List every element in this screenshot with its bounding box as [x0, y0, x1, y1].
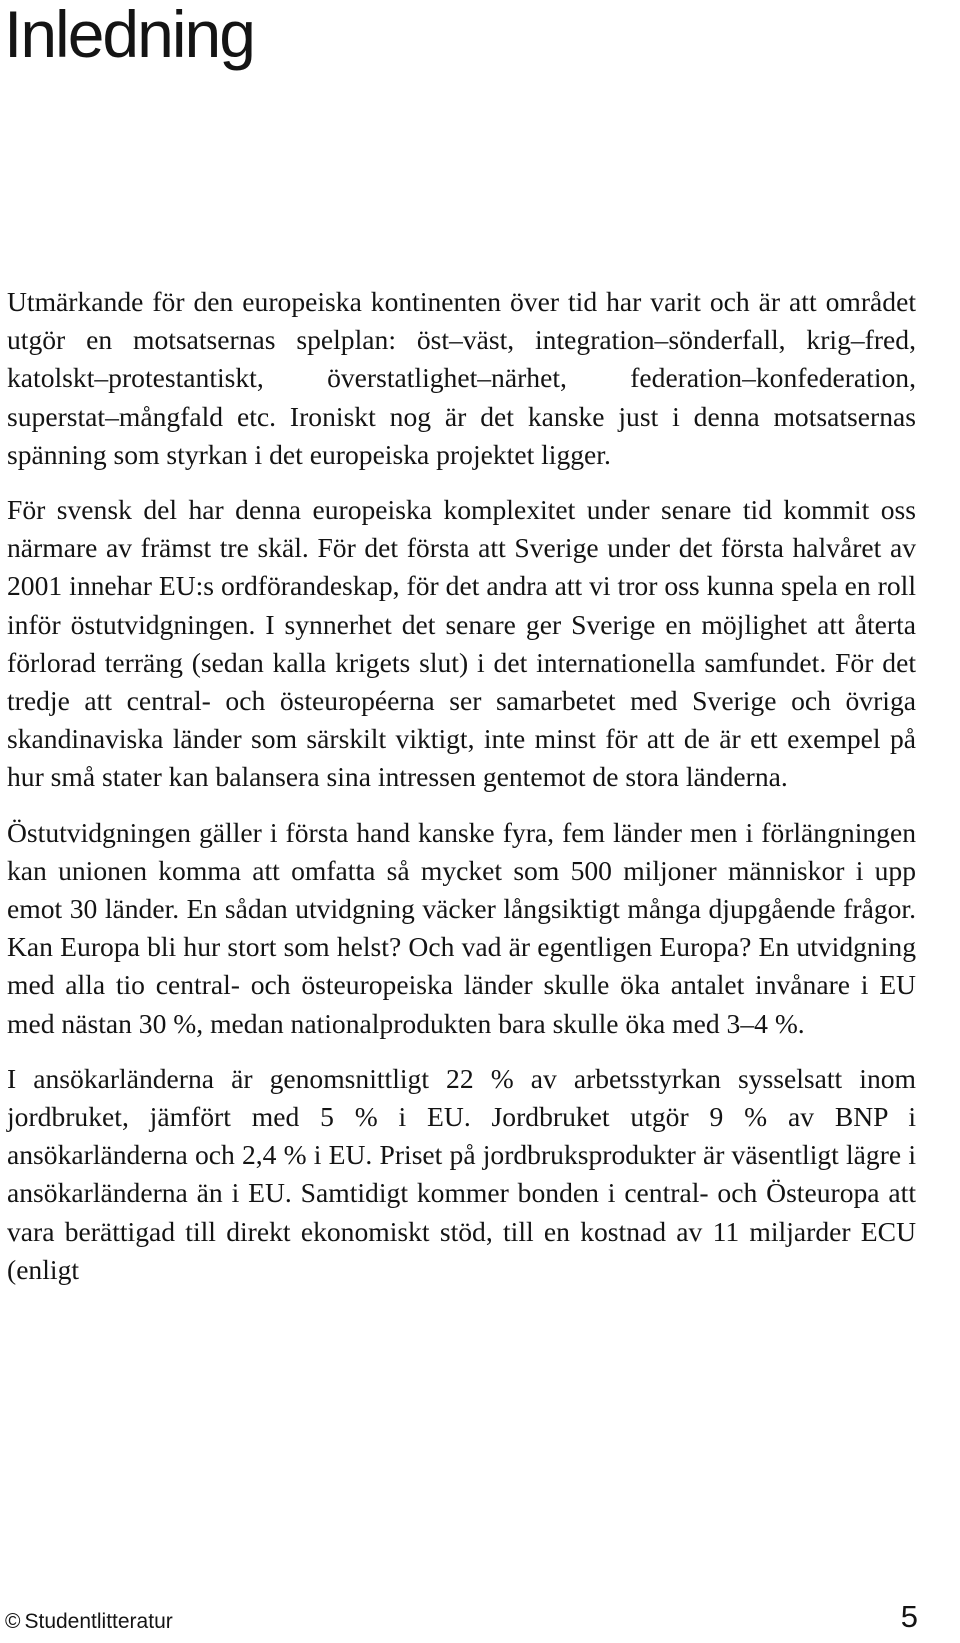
- paragraph-4: I ansökarländerna är genomsnittligt 22 % av arbetsstyrkan sysselsatt inom jordbruket, jämfört med 5 % i EU. Jordbruket utgör 9 % av BNP i ansökarländerna och 2,4 % i EU. Priset på jordbruksprodukter är väsentligt lägre i ansökarländerna än i EU. Samtidigt kommer bonden i central- och Östeuropa att vara berättigad till direkt ekonomiskt stöd, till en kostnad av 11 miljarder ECU (enligt: [7, 1062, 916, 1285]
- publisher-name: Studentlitteratur: [24, 1610, 173, 1633]
- body-text: [7, 283, 916, 1289]
- paragraph-3: Östutvidgningen gäller i första hand kanske fyra, fem länder men i förlängningen kan unionen komma att omfatta så mycket som 500 miljoner människor i upp emot 30 länder. En sådan utvidgning väcker långsiktigt många djupgående frågor. Kan Europa bli hur stort som helst? Och vad är egentligen Europa? En utvidgning med alla tio central- och östeuropeiska länder skulle öka antalet invånare i EU med nästan 30 %, medan nationalprodukten bara skulle öka med 3–4 %.: [7, 816, 916, 1039]
- copyright-icon: ©: [5, 1610, 21, 1633]
- page-title: Inledning: [4, 0, 254, 71]
- page-number: 5: [900, 1599, 918, 1634]
- paragraph-2: För svensk del har denna europeiska komplexitet under senare tid kommit oss närmare av främst tre skäl. För det första att Sverige under det första halvåret av 2001 innehar EU:s ordförandeskap, för det andra att vi tror oss kunna spela en roll inför östutvidgningen. I synnerhet det senare ger Sverige en möjlighet att återta förlorad terräng (sedan kalla krigets slut) i det internationella samfundet. För det tredje att central- och östeuropéerna ser samarbetet med Sverige och övriga skandinaviska länder som särskilt viktigt, inte minst för att de är ett exempel på hur små stater kan balansera sina intressen gentemot de stora länderna.: [7, 494, 916, 793]
- paragraph-1: Utmärkande för den europeiska kontinenten över tid har varit och är att området utgör en motsatsernas spelplan: öst–väst, integration–sönderfall, krig–fred, katolskt–protestantiskt, överstatlighet–närhet, federation–konfederation, superstat–mångfald etc. Ironiskt nog är det kanske just i denna motsatsernas spänning som styrkan i det europeiska projektet ligger.: [7, 286, 916, 470]
- footer-publisher: [5, 1609, 173, 1635]
